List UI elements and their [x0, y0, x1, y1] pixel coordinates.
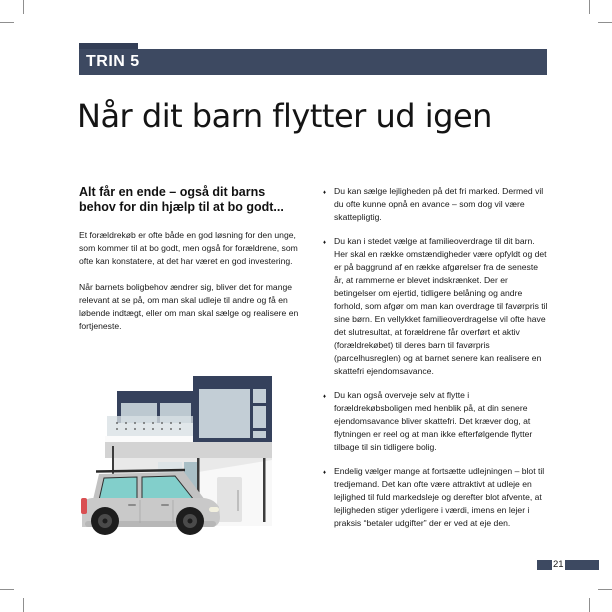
intro-paragraph: Når barnets boligbehov ændrer sig, bliver det for mange relevant at se på, om man skal udleje til andre og få en løbende indtægt, eller om man skal sælge og realisere en fortjeneste. [79, 282, 299, 331]
balcony-glass [107, 416, 193, 436]
page-footer [537, 559, 599, 570]
intro-paragraph: Et forældrekøb er ofte både en god løsning for den unge, som kommer til at bo godt, men også for forældrene, som ofte kan konstatere, at det har været en god investering. [79, 230, 298, 266]
tower-window-small-1 [253, 389, 266, 403]
bullet-item: ♦ Du kan sælge lejligheden på det fri marked. Dermed vil du ofte kunne opnå en avance – som dog vil være skattepligtig. [322, 185, 548, 224]
house-car-illustration [80, 372, 275, 540]
crop-mark-top-right-v [589, 0, 590, 14]
right-column [322, 185, 548, 541]
lead-heading: Alt får en ende – også dit barns behov for din hjælp til at bo godt... [79, 185, 284, 214]
tower-window-small-3 [253, 431, 266, 438]
car-window-rear [99, 477, 137, 500]
car-roof-rail [96, 470, 185, 472]
page-number: 21 [553, 558, 564, 570]
left-column [79, 185, 303, 346]
intro-paragraphs [79, 229, 303, 333]
crop-mark-top-left-v [23, 0, 24, 14]
bullet-item: ♦ Du kan også overveje selv at flytte i forældrekøbsboligen med henblik på, at din senere ejendomsavance bliver skattefri. Det kræver dog, at flytningen er reel og at man ikke efterfølgende flytter tilbage til sin tidligere bolig. [322, 389, 548, 454]
footer-bar-right [565, 560, 599, 570]
car-headlight [209, 507, 219, 512]
page-title: Når dit barn flytter ud igen [77, 97, 492, 135]
crop-mark-bottom-left-h [0, 589, 14, 590]
car-taillight [81, 498, 87, 514]
bullet-item: ♦ Du kan i stedet vælge at familieoverdrage til dit barn. Her skal en række omstændigheder være opfyldt og det er på baggrund af en række afgørelser fra de seneste år, at rammerne er blevet indskrænket. Der er betingelser om ejertid, tidligere belåning og andre forhold, som afgør om man kan overdrage til favørpris til sine børn. En vellykket familieoverdragelse vil ofte have det slutresultat, at forældrene får overført et aktiv (forældrekøbet) til deres barn til favørpris (parcelhusreglen) og at barnet senere kan realisere en skattefri ejendomsavance. [322, 235, 548, 378]
crop-mark-bottom-right-h [598, 589, 612, 590]
crop-mark-top-right-h [598, 22, 612, 23]
floor-slab [105, 442, 272, 458]
tower-window-large [199, 389, 250, 438]
step-banner [79, 49, 547, 75]
tower-window-small-2 [253, 406, 266, 428]
pillar-right [263, 458, 266, 522]
footer-bar-left [537, 560, 552, 570]
car-door-handle-2 [161, 504, 169, 506]
crop-mark-top-left-h [0, 22, 14, 23]
car-door-handle-1 [128, 504, 136, 506]
crop-mark-bottom-right-v [589, 598, 590, 612]
bullet-item: ♦ Endelig vælger mange at fortsætte udlejningen – blot til tredjemand. Det kan ofte være attraktivt at udleje en lejlighed til fuld markedsleje og derefter blot afvente, at lejligheden stiger yderligere i værdi, imens en lejer i praksis “betaler udgifter” der er ved at eje den. [322, 465, 548, 530]
car-wheel-rear-hub [103, 519, 108, 524]
car-wheel-front-hub [188, 519, 193, 524]
crop-mark-bottom-left-v [23, 598, 24, 612]
step-banner-label: TRIN 5 [86, 53, 140, 70]
